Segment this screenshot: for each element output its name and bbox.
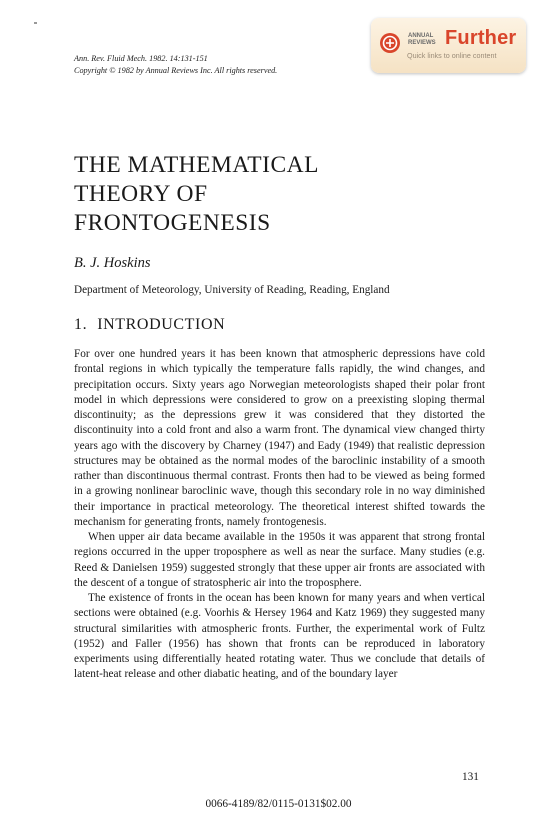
section-number: 1. bbox=[74, 316, 88, 333]
annual-reviews-logo-icon bbox=[379, 32, 401, 54]
body-paragraph: For over one hundred years it has been known that atmospheric depressions have cold frontal regions in which typically the temperature falls rapidly, the wind changes, and precipitation occurs. Sixty years ago Norwegian meteorologists shaped their polar front model in which depressions were considered to grow on a preexisting sloping thermal discontinuity; as the depressions grew it was considered that they distorted the discontinuity into a cold front and also a warm front. The dynamical view changed thirty years ago with the discovery by Charney (1947) and Eady (1949) that realistic depression structures may be obtained as the normal modes of the baroclinic instability of a smooth rather than discontinuous thermal contrast. Fronts then had to be viewed as being formed in a growing nonlinear baroclinic wave, though this secondary role in no way diminished their importance in practical meteorology. The theoretical interest shifted towards the mechanism for generating fronts, namely frontogenesis. bbox=[74, 348, 485, 528]
price-code: 0066-4189/82/0115-0131$02.00 bbox=[205, 798, 352, 810]
page-number: 131 bbox=[462, 771, 479, 783]
author-affiliation: Department of Meteorology, University of Reading, Reading, England bbox=[74, 284, 390, 296]
further-badge[interactable] bbox=[371, 18, 526, 73]
further-subtitle: Quick links to online content bbox=[407, 51, 497, 60]
author-name: B. J. Hoskins bbox=[74, 255, 151, 271]
logo-line-annual: ANNUAL bbox=[408, 33, 434, 39]
article-title bbox=[74, 151, 319, 238]
section-title: INTRODUCTION bbox=[97, 316, 226, 333]
copyright-line: Copyright © 1982 by Annual Reviews Inc. All rights reserved. bbox=[74, 66, 278, 75]
further-label: Further bbox=[445, 27, 517, 49]
journal-header bbox=[74, 53, 277, 77]
logo-line-reviews: REVIEWS bbox=[408, 40, 436, 46]
citation-line: Ann. Rev. Fluid Mech. 1982. 14:131-151 bbox=[74, 54, 208, 63]
title-line: THEORY OF bbox=[74, 181, 208, 207]
body-paragraph: The existence of fronts in the ocean has been known for many years and when vertical sections were obtained (e.g. Voorhis & Hersey 1964 and Katz 1969) they suggested many structural similarities with atmospheric fronts. Further, the experimental work of Fultz (1952) and Faller (1956) has shown that fronts can be reproduced in laboratory experiments using differentially heated rotating water. Thus we conclude that details of latent-heat release and other diabatic heating, and of the boundary layer bbox=[74, 592, 485, 681]
article-body bbox=[74, 347, 485, 683]
body-paragraph: When upper air data became available in the 1950s it was apparent that strong frontal regions occurred in the upper troposphere as well as near the surface. Many studies (e.g. Reed & Danielsen 1959) suggested strongly that these upper air fronts are associated with the descent of a tongue of stratospheric air into the troposphere. bbox=[74, 531, 485, 589]
section-heading bbox=[74, 316, 225, 334]
title-line: THE MATHEMATICAL bbox=[74, 152, 319, 178]
scan-speck bbox=[34, 22, 37, 24]
annual-reviews-logo-text bbox=[408, 33, 438, 47]
title-line: FRONTOGENESIS bbox=[74, 210, 271, 236]
